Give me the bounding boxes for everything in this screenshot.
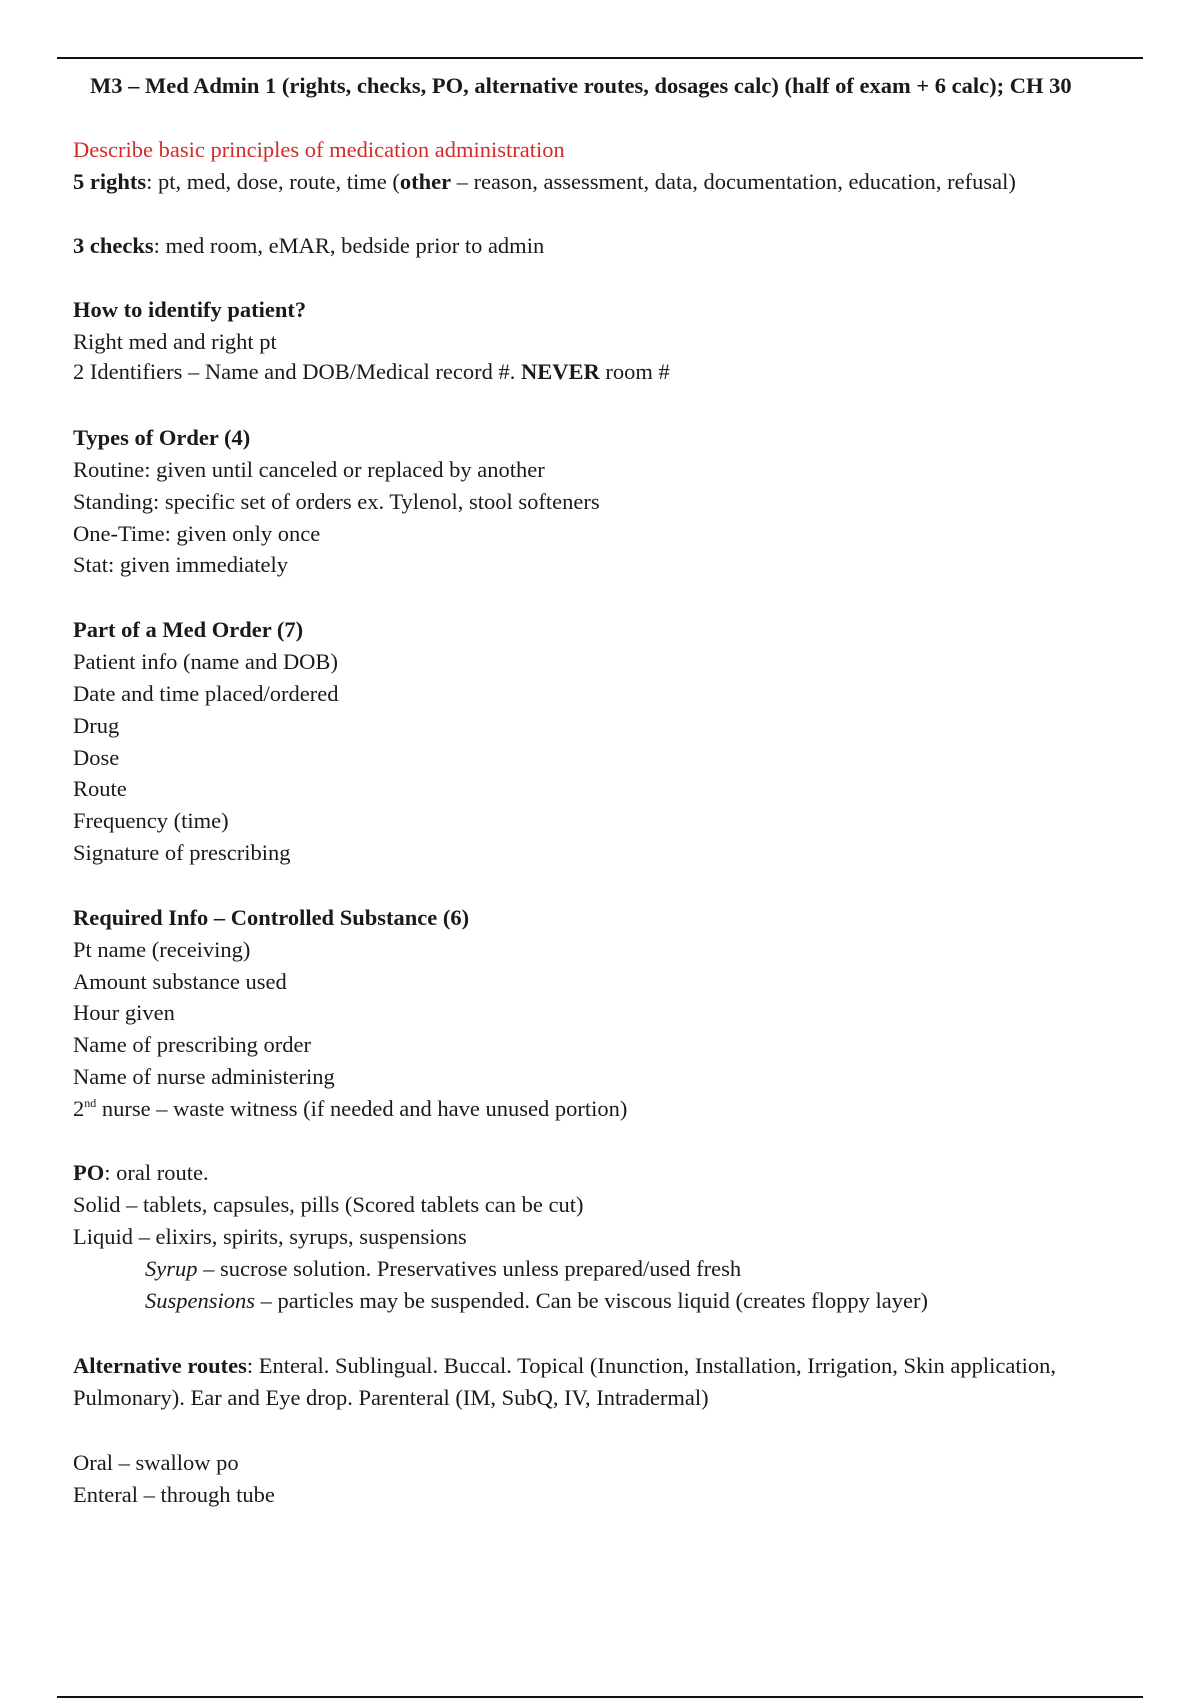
suspension-line: [145, 1286, 928, 1316]
list-item: Amount substance used: [73, 969, 287, 994]
list-item: Name of prescribing order: [73, 1032, 312, 1057]
identify-line2-b: room #: [599, 359, 670, 384]
po-solid: Solid – tablets, capsules, pills (Scored tablets can be cut): [73, 1192, 584, 1217]
identify-never: NEVER: [520, 359, 600, 384]
identify-line2-a: 2 Identifiers – Name and DOB/Medical record #.: [73, 359, 521, 384]
syrup-text: – sucrose solution. Preservatives unless prepared/used fresh: [197, 1256, 742, 1281]
alt-routes-paragraph: [73, 1350, 1153, 1414]
list-item: Signature of prescribing: [73, 840, 291, 865]
po-line: [73, 1158, 209, 1188]
order-types-heading: Types of Order (4): [73, 425, 251, 450]
suspension-term: Suspensions: [145, 1288, 256, 1313]
alt-routes-text: : Enteral. Sublingual. Buccal. Topical (Inunction, Installation, Irrigation, Skin application, Pulmonary). Ear and Eye drop. Parenteral (IM, SubQ, IV, Intradermal): [73, 1353, 1056, 1410]
rights-text-a: : pt, med, dose, route, time (: [146, 169, 400, 194]
bottom-rule: [57, 1696, 1143, 1698]
med-order-heading: Part of a Med Order (7): [73, 617, 304, 642]
list-item: Oral – swallow po: [73, 1450, 239, 1475]
rights-other-label: other: [399, 169, 452, 194]
ordinal-suffix: nd: [84, 1096, 97, 1110]
rights-line: [73, 167, 1016, 197]
list-item: Pt name (receiving): [73, 937, 251, 962]
list-item: Enteral – through tube: [73, 1482, 275, 1507]
checks-label: 3 checks: [73, 233, 154, 258]
list-item: Standing: specific set of orders ex. Tylenol, stool softeners: [73, 489, 600, 514]
suspension-text: – particles may be suspended. Can be viscous liquid (creates floppy layer): [255, 1288, 928, 1313]
page-title: M3 – Med Admin 1 (rights, checks, PO, alternative routes, dosages calc) (half of exam + 6 calc); CH 30: [90, 73, 1072, 98]
list-item: Frequency (time): [73, 808, 229, 833]
checks-line: [73, 231, 544, 261]
identify-line2: [73, 357, 670, 387]
po-liquid: Liquid – elixirs, spirits, syrups, suspensions: [73, 1224, 467, 1249]
list-item: Date and time placed/ordered: [73, 681, 339, 706]
list-item: Stat: given immediately: [73, 552, 288, 577]
rights-label: 5 rights: [73, 169, 147, 194]
controlled-heading: Required Info – Controlled Substance (6): [73, 905, 470, 930]
identify-heading: How to identify patient?: [73, 297, 307, 322]
po-text: : oral route.: [104, 1160, 209, 1185]
alt-routes-label: Alternative routes: [73, 1353, 247, 1378]
po-label: PO: [73, 1160, 105, 1185]
list-item: Name of nurse administering: [73, 1064, 335, 1089]
checks-text: : med room, eMAR, bedside prior to admin: [153, 233, 545, 258]
rights-text-b: – reason, assessment, data, documentation, education, refusal): [451, 169, 1016, 194]
list-item: Patient info (name and DOB): [73, 649, 338, 674]
list-item: Dose: [73, 745, 120, 770]
list-item: Route: [73, 776, 127, 801]
list-item: [73, 1094, 627, 1124]
syrup-line: [145, 1254, 741, 1284]
list-item: Drug: [73, 713, 120, 738]
syrup-term: Syrup: [145, 1256, 198, 1281]
list-item: Hour given: [73, 1000, 175, 1025]
top-rule: [57, 57, 1143, 59]
witness-text: nurse – waste witness (if needed and have unused portion): [96, 1096, 628, 1121]
ordinal-number: 2: [73, 1096, 85, 1121]
list-item: One-Time: given only once: [73, 521, 321, 546]
objective: Describe basic principles of medication administration: [73, 137, 565, 162]
list-item: Routine: given until canceled or replaced by another: [73, 457, 545, 482]
identify-line1: Right med and right pt: [73, 329, 277, 354]
